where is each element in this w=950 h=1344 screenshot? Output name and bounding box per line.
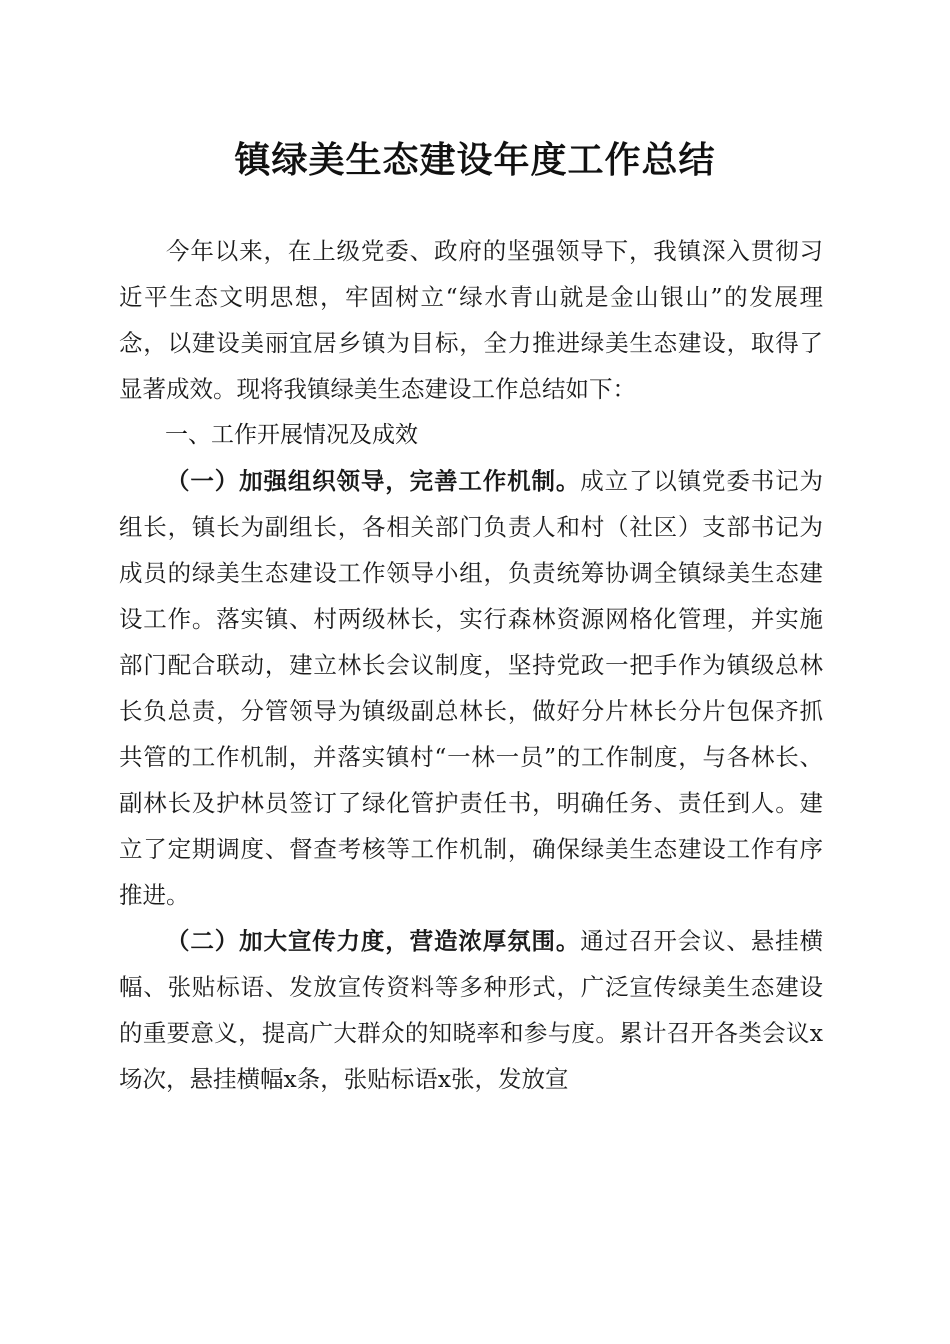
- intro-paragraph: 今年以来，在上级党委、政府的坚强领导下，我镇深入贯彻习近平生态文明思想，牢固树立“绿水青山就是金山银山”的发展理念，以建设美丽宜居乡镇为目标，全力推进绿美生态建设，取得了显著成效。现将我镇绿美生态建设工作总结如下：: [119, 237, 823, 403]
- subsection-1-lead: （一）加强组织领导，完善工作机制。: [166, 467, 581, 495]
- subsection-2-body: 通过召开会议、悬挂横幅、张贴标语、发放宣传资料等多种形式，广泛宣传绿美生态建设的重要意义，提高广大群众的知晓率和参与度。累计召开各类会议x场次，悬挂横幅x条，张贴标语x张，发放宣: [119, 927, 824, 1093]
- subsection-1-paragraph: [119, 458, 823, 918]
- document-title: 镇绿美生态建设年度工作总结: [234, 139, 716, 181]
- subsection-1-body: 成立了以镇党委书记为组长，镇长为副组长，各相关部门负责人和村（社区）支部书记为成员的绿美生态建设工作领导小组，负责统筹协调全镇绿美生态建设工作。落实镇、村两级林长，实行森林资源网格化管理，并实施部门配合联动，建立林长会议制度，坚持党政一把手作为镇级总林长负总责，分管领导为镇级副总林长，做好分片林长分片包保齐抓共管的工作机制，并落实镇村“一林一员”的工作制度，与各林长、副林长及护林员签订了绿化管护责任书，明确任务、责任到人。建立了定期调度、督查考核等工作机制，确保绿美生态建设工作有序推进。: [119, 467, 824, 909]
- document-body: [119, 228, 823, 1102]
- subsection-2-paragraph: [119, 918, 823, 1102]
- section-heading: 一、工作开展情况及成效: [165, 422, 418, 448]
- subsection-2-lead: （二）加大宣传力度，营造浓厚氛围。: [166, 927, 581, 955]
